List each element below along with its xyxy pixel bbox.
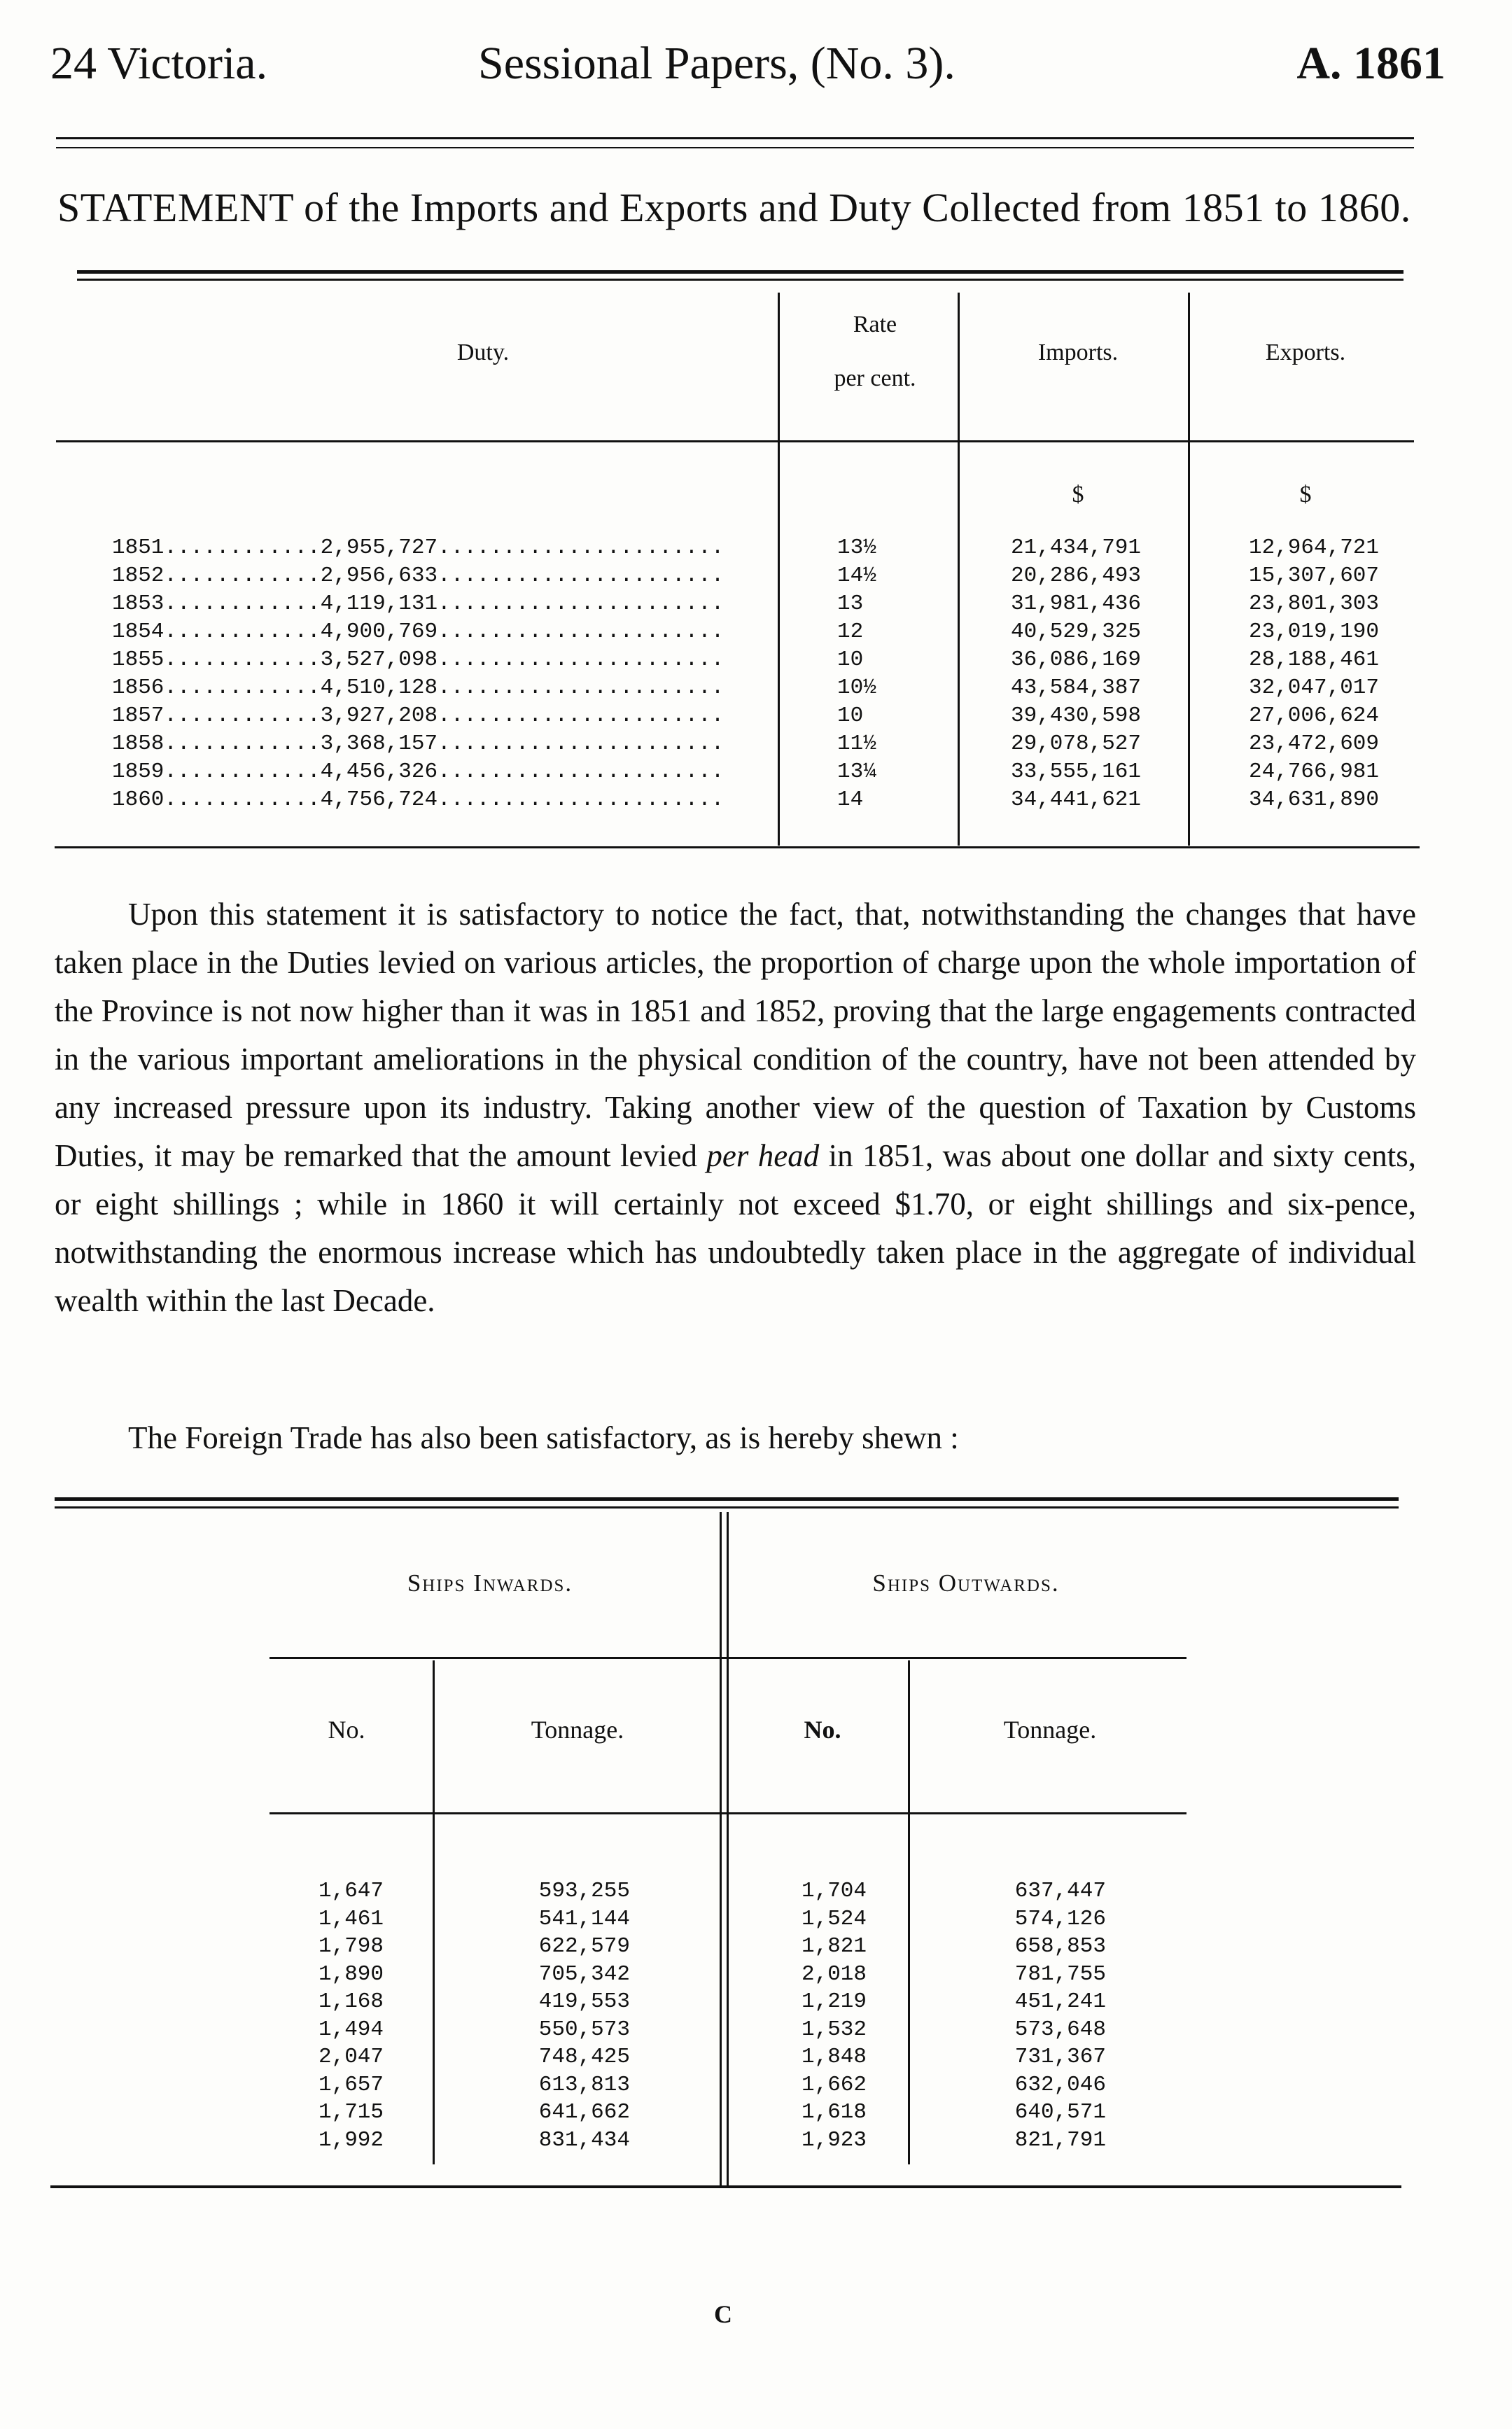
duty-cell: 2,956,633 [320, 564, 438, 588]
ships-inwards-title: Ships Inwards. [407, 1569, 573, 1597]
rate-cell: 13¼ [837, 760, 876, 784]
ship-subheader-rule [270, 1657, 1186, 1659]
year-cell: 1859 [112, 760, 164, 784]
out-tonnage-cell: 821,791 [1014, 2127, 1106, 2152]
table-bottom-rule [55, 846, 1420, 848]
year-cell: 1860 [112, 788, 164, 812]
out-no-cell: 1,524 [801, 1906, 867, 1931]
imports-cell: 36,086,169 [1010, 648, 1141, 672]
rule-after-duty [778, 293, 780, 846]
in-no-cell: 1,715 [318, 2100, 384, 2124]
out-no-cell: 1,532 [801, 2017, 867, 2042]
imports-cell: 29,078,527 [1010, 732, 1141, 756]
duty-cell: 4,510,128 [320, 676, 438, 700]
out-no-cell: 1,618 [801, 2100, 867, 2124]
out-tonnage-cell: 731,367 [1014, 2045, 1106, 2069]
header-rule-top [56, 137, 1414, 139]
paragraph-italic-text: per head [706, 1138, 820, 1173]
imports-cell: 21,434,791 [1010, 536, 1141, 560]
in-no-cell: 1,890 [318, 1961, 384, 1987]
duty-cell: 3,927,208 [320, 704, 438, 728]
table-row: 1856............4,510,128...................... [112, 676, 724, 700]
imports-cell: 43,584,387 [1010, 676, 1141, 700]
ship-header-bottom-rule [270, 1812, 1186, 1814]
rate-column [837, 534, 942, 814]
exports-cell: 32,047,017 [1248, 676, 1379, 700]
rate-cell: 11½ [837, 732, 876, 756]
imports-column [966, 534, 1141, 814]
duty-cell: 4,119,131 [320, 592, 438, 616]
in-tonnage-cell: 705,342 [538, 1961, 630, 1987]
exports-cell: 27,006,624 [1248, 704, 1379, 728]
out-no-column [784, 1877, 867, 2154]
in-no-cell: 1,657 [318, 2072, 384, 2097]
body-paragraph [55, 890, 1416, 1325]
year-cell: 1853 [112, 592, 164, 616]
ship-table-top-rule-1 [55, 1497, 1399, 1501]
in-tonnage-column [518, 1877, 630, 2154]
year-cell: 1858 [112, 732, 164, 756]
exports-cell: 23,801,303 [1248, 592, 1379, 616]
table-row: 1851............2,955,727...................... [112, 536, 724, 560]
duty-cell: 2,955,727 [320, 536, 438, 560]
imports-cell: 31,981,436 [1010, 592, 1141, 616]
rate-cell: 10 [837, 704, 864, 728]
duty-cell: 3,368,157 [320, 732, 438, 756]
out-no-cell: 1,219 [801, 1989, 867, 2014]
ship-out-divider [908, 1660, 910, 2164]
header-center: Sessional Papers, (No. 3). [478, 38, 955, 89]
year-cell: 1852 [112, 564, 164, 588]
duty-cell: 4,456,326 [320, 760, 438, 784]
paragraph-text-part1: Upon this statement it is satisfactory to notice the fact, that, notwithstanding the changes that have taken place in the Duties levied on various articles, the proportion of charge upon the whole importation of the Province is not now higher than it was in 1851 and 1852, proving that the large engagements contracted in the various important ameliorations in the physical condition of the country, have not been attended by any increased pressure upon its industry. Taking another view of the question of Taxation by Customs Duties, it may be remarked that the amount levied [55, 897, 1416, 1173]
out-tonnage-cell: 574,126 [1014, 1906, 1106, 1931]
year-cell: 1854 [112, 620, 164, 644]
ship-table-bottom-rule [50, 2185, 1401, 2188]
year-cell: 1856 [112, 676, 164, 700]
in-no-cell: 1,168 [318, 1989, 384, 2014]
foreign-trade-intro [55, 1414, 1416, 1462]
table-row: 1854............4,900,769...................... [112, 620, 724, 644]
in-tonnage-cell: 831,434 [538, 2127, 630, 2152]
in-tonnage-cell: 641,662 [538, 2100, 630, 2124]
table-row: 1858............3,368,157...................... [112, 732, 724, 756]
in-tonnage-cell: 419,553 [538, 1989, 630, 2014]
exports-dollar-sign: $ [1299, 482, 1312, 507]
in-no-cell: 1,798 [318, 1934, 384, 1959]
exports-cell: 23,472,609 [1248, 732, 1379, 756]
foreign-trade-text: The Foreign Trade has also been satisfactory, as is hereby shewn : [128, 1420, 959, 1455]
rate-header-line2: per cent. [834, 365, 916, 391]
out-tonnage-cell: 781,755 [1014, 1961, 1106, 1987]
paragraph-text-part2: in 1851, was about one dollar and sixty cents, or eight shillings ; while in 1860 it will certainly not exceed $1.70, or eight shillings and six-pence, notwithstanding the enormous increase which has undoubtedly taken place in the aggregate of individual wealth within the last Decade. [55, 1138, 1417, 1318]
in-tonnage-cell: 593,255 [538, 1879, 630, 1903]
out-no-cell: 1,662 [801, 2072, 867, 2097]
rate-cell: 13½ [837, 536, 876, 560]
header-divider [56, 440, 1414, 442]
in-tonnage-cell: 613,813 [538, 2072, 630, 2097]
rate-cell: 12 [837, 620, 864, 644]
in-no-cell: 2,047 [318, 2045, 384, 2069]
out-tonnage-column [994, 1877, 1106, 2154]
out-no-cell: 2,018 [801, 1961, 867, 1987]
rate-cell: 13 [837, 592, 864, 616]
exports-cell: 24,766,981 [1248, 760, 1379, 784]
out-no-cell: 1,704 [801, 1879, 867, 1903]
in-no-header: No. [328, 1716, 365, 1744]
table-row: 1860............4,756,724...................... [112, 788, 724, 812]
imports-header: Imports. [1037, 340, 1119, 365]
out-tonnage-cell: 632,046 [1014, 2072, 1106, 2097]
imports-cell: 40,529,325 [1010, 620, 1141, 644]
in-tonnage-header: Tonnage. [531, 1716, 624, 1744]
header-left: 24 Victoria. [50, 38, 268, 89]
exports-column [1190, 534, 1379, 814]
imports-cell: 39,430,598 [1010, 704, 1141, 728]
imports-cell: 20,286,493 [1010, 564, 1141, 588]
ship-table-top-rule-2 [55, 1506, 1399, 1508]
duty-header: Duty. [456, 340, 510, 365]
header-right: A. 1861 [1296, 38, 1446, 89]
year-cell: 1855 [112, 648, 164, 672]
rate-header-line1: Rate [853, 312, 897, 337]
rate-cell: 14½ [837, 564, 876, 588]
imports-cell: 34,441,621 [1010, 788, 1141, 812]
in-no-cell: 1,647 [318, 1879, 384, 1903]
imports-dollar-sign: $ [1072, 482, 1084, 507]
out-tonnage-header: Tonnage. [1003, 1716, 1097, 1744]
out-tonnage-cell: 658,853 [1014, 1934, 1106, 1959]
exports-cell: 12,964,721 [1248, 536, 1379, 560]
table-top-rule-1 [77, 270, 1404, 274]
statement-title: STATEMENT of the Imports and Exports and Duty Collected from 1851 to 1860. [57, 185, 1411, 230]
duty-cell: 4,756,724 [320, 788, 438, 812]
in-tonnage-cell: 748,425 [538, 2045, 630, 2069]
out-tonnage-cell: 451,241 [1014, 1989, 1106, 2014]
rate-cell: 10½ [837, 676, 876, 700]
ships-outwards-title: Ships Outwards. [872, 1569, 1060, 1597]
duty-cell: 4,900,769 [320, 620, 438, 644]
ship-in-divider [433, 1660, 435, 2164]
exports-cell: 28,188,461 [1248, 648, 1379, 672]
exports-cell: 34,631,890 [1248, 788, 1379, 812]
year-cell: 1857 [112, 704, 164, 728]
out-tonnage-cell: 640,571 [1014, 2100, 1106, 2124]
rate-cell: 14 [837, 788, 864, 812]
rate-cell: 10 [837, 648, 864, 672]
out-tonnage-cell: 573,648 [1014, 2017, 1106, 2042]
rule-after-rate [958, 293, 960, 846]
table-row: 1853............4,119,131...................... [112, 592, 724, 616]
in-tonnage-cell: 541,144 [538, 1906, 630, 1931]
ship-center-rule-1 [720, 1512, 722, 2188]
exports-header: Exports. [1265, 340, 1346, 365]
in-tonnage-cell: 550,573 [538, 2017, 630, 2042]
ship-center-rule-2 [727, 1512, 729, 2188]
year-cell: 1851 [112, 536, 164, 560]
table-row: 1859............4,456,326...................... [112, 760, 724, 784]
imports-cell: 33,555,161 [1010, 760, 1141, 784]
out-tonnage-cell: 637,447 [1014, 1879, 1106, 1903]
out-no-cell: 1,821 [801, 1934, 867, 1959]
exports-cell: 23,019,190 [1248, 620, 1379, 644]
in-no-cell: 1,494 [318, 2017, 384, 2042]
out-no-header: No. [804, 1716, 841, 1744]
in-no-cell: 1,992 [318, 2127, 384, 2152]
in-no-column [301, 1877, 384, 2154]
table-top-rule-2 [77, 279, 1404, 281]
duty-column [112, 534, 777, 814]
header-rule-bottom [56, 147, 1414, 148]
out-no-cell: 1,923 [801, 2127, 867, 2152]
table-row: 1857............3,927,208...................... [112, 704, 724, 728]
table-row: 1855............3,527,098...................... [112, 648, 724, 672]
out-no-cell: 1,848 [801, 2045, 867, 2069]
table-row: 1852............2,956,633...................... [112, 564, 724, 588]
exports-cell: 15,307,607 [1248, 564, 1379, 588]
in-no-cell: 1,461 [318, 1906, 384, 1931]
page-signature: C [714, 2300, 732, 2328]
duty-cell: 3,527,098 [320, 648, 438, 672]
in-tonnage-cell: 622,579 [538, 1934, 630, 1959]
